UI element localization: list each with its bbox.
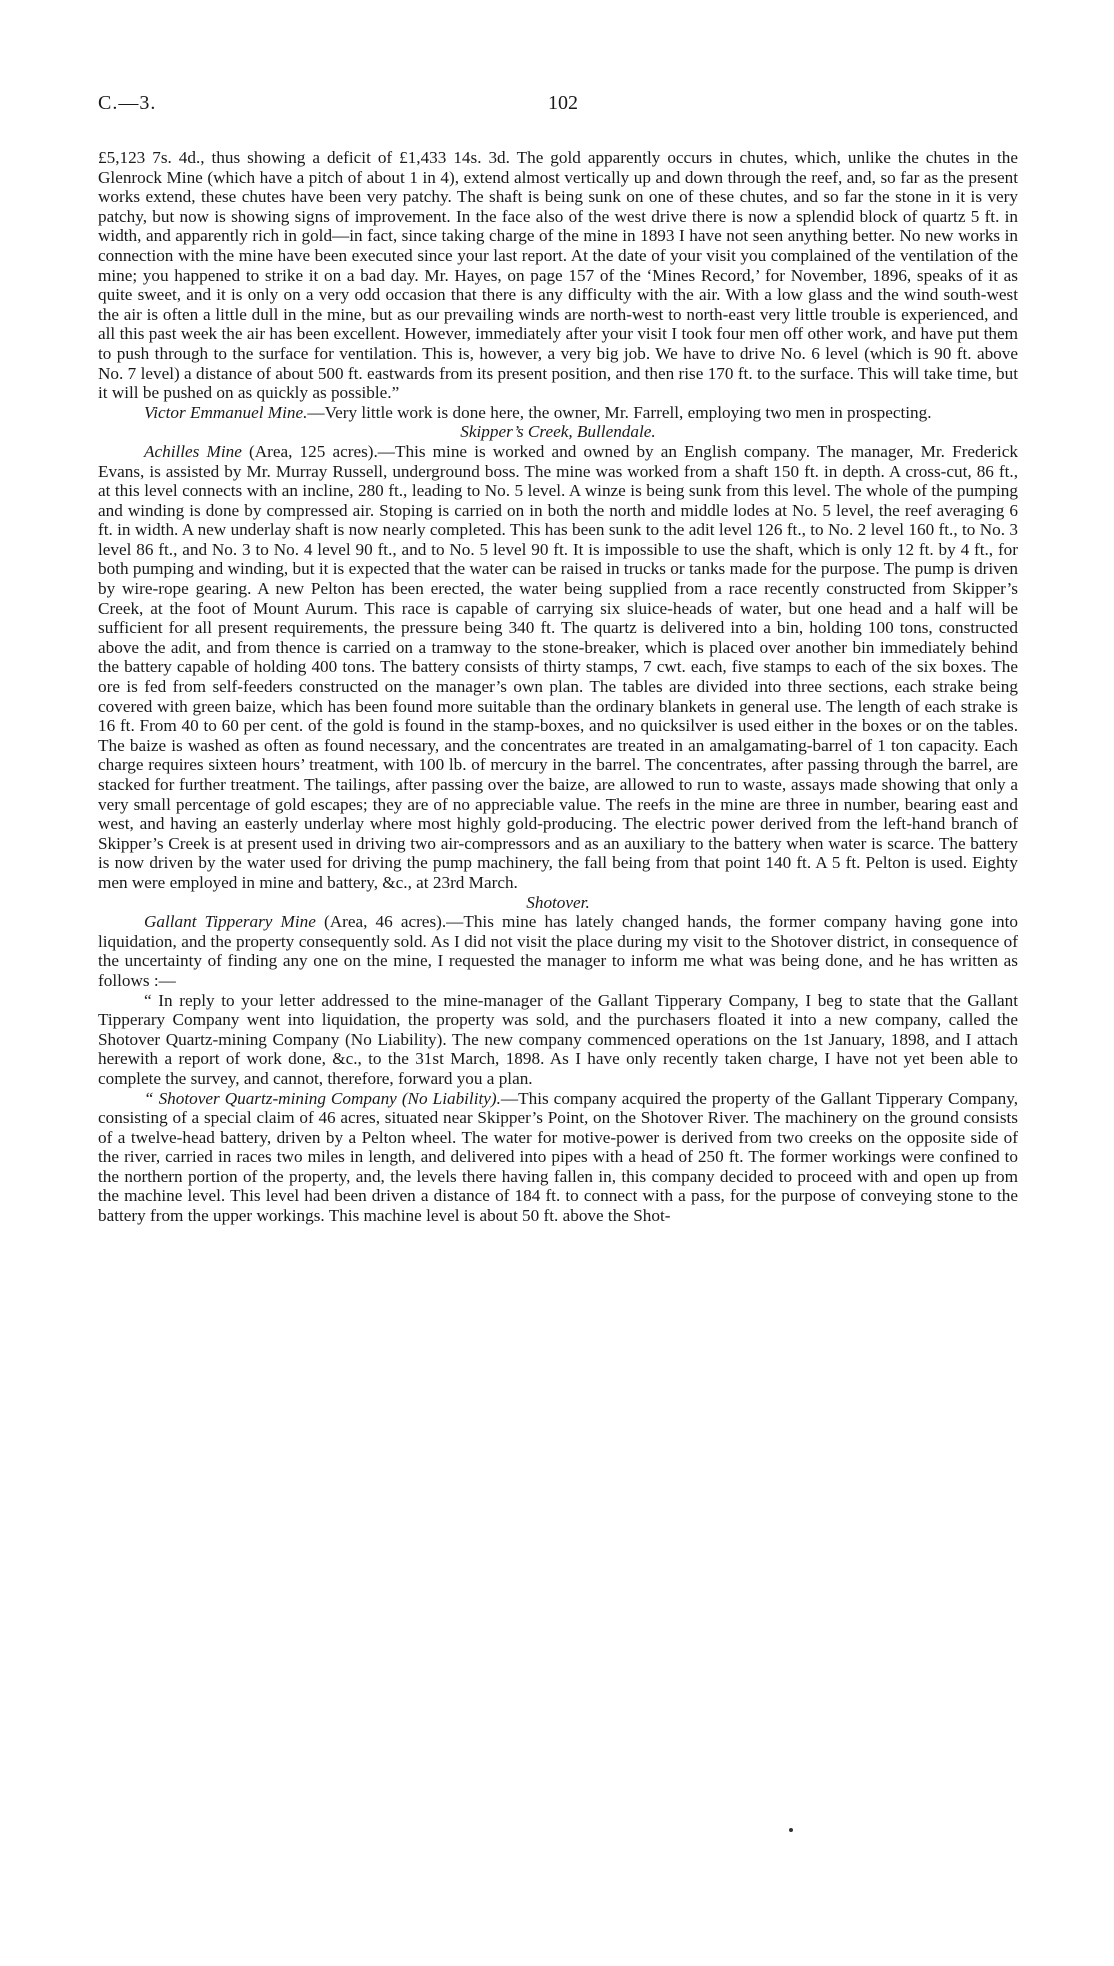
section-heading-shotover: Shotover. <box>526 892 590 912</box>
document-reference: C.—3. <box>98 92 157 114</box>
mine-name: Achilles Mine <box>144 441 242 461</box>
paragraph-manager-reply: “ In reply to your letter addressed to the mine-manager of the Gallant Tipperary Company, I beg to state that the Gallant Tipperary Company went into liquidation, the property was sold, and the purchasers floated it into a new company, called the Shotover Quartz-mining Company (No Liability). The new company commenced operations on the 1st January, 1898, and I attach herewith a report of work done, &c., to the 31st March, 1898. As I have only recently taken charge, I have not yet been able to complete the survey, and cannot, therefore, forward you a plan. <box>98 990 1018 1088</box>
page-header <box>98 92 1018 122</box>
page-number: 102 <box>548 92 578 114</box>
paragraph-achilles-mine: Achilles Mine (Area, 125 acres).—This mine is worked and owned by an English company. The manager, Mr. Frederick Evans, is assisted by Mr. Murray Russell, underground boss. The mine was worked from a shaft 150 ft. in depth. A cross-cut, 86 ft., at this level connects with an incline, 280 ft., leading to No. 5 level. A winze is being sunk from this level. The whole of the pumping and winding is done by compressed air. Stoping is carried on in both the north and middle lodes at No. 5 level, the reef averaging 6 ft. in width. A new underlay shaft is now nearly completed. This has been sunk to the adit level 126 ft., to No. 2 level 160 ft., to No. 3 level 86 ft., and No. 3 to No. 4 level 90 ft., and to No. 5 level 90 ft. It is impossible to use the shaft, which is only 12 ft. by 4 ft., for both pumping and winding, but it is expected that the water can be raised in trucks or tanks made for the purpose. The pump is driven by wire-rope gearing. A new Pelton has been erected, the water being supplied from a race recently constructed from Skipper’s Creek, at the foot of Mount Aurum. This race is capable of carrying six sluice-heads of water, but one head and a half will be sufficient for all present requirements, the pressure being 340 ft. The quartz is delivered into a bin, holding 100 tons, constructed above the adit, and from thence is carried on a tramway to the stone-breaker, which is placed over another bin immediately behind the battery capable of holding 400 tons. The battery consists of thirty stamps, 7 cwt. each, five stamps to each of the six boxes. The ore is fed from self-feeders constructed on the manager’s own plan. The tables are divided into three sections, each strake being covered with green baize, which has been found more suitable than the ordinary blankets in general use. The length of each strake is 16 ft. From 40 to 60 per cent. of the gold is found in the stamp-boxes, and no quicksilver is used either in the boxes or on the tables. The baize is washed as often as found necessary, and the concentrates are treated in an amalgamating-barrel of 1 ton capacity. Each charge requires sixteen hours’ treatment, with 100 lb. of mercury in the barrel. The concentrates, after passing through the barrel, are stacked for further treatment. The tailings, after passing over the baize, are allowed to run to waste, assays made showing that only a very small percentage of gold escapes; they are of no appreciable value. The reefs in the mine are three in number, bearing east and west, and having an easterly underlay where most highly gold-producing. The electric power derived from the left-hand branch of Skipper’s Creek is at present used in driving two air-compressors and as an auxiliary to the battery when water is scarce. The battery is now driven by the water used for driving the pump machinery, the fall being from that point 140 ft. A 5 ft. Pelton is used. Eighty men were employed in mine and battery, &c., at 23rd March. <box>98 441 1018 892</box>
mine-name: Victor Emmanuel Mine. <box>144 402 308 422</box>
print-speck <box>789 1828 793 1832</box>
mine-name: Gallant Tipperary Mine <box>144 912 316 932</box>
paragraph-shotover-company: “ Shotover Quartz-mining Company (No Liability).—This company acquired the property of the Gallant Tipperary Company, consisting of a special claim of 46 acres, situated near Skipper’s Point, on the Shotover River. The machinery on the ground consists of a twelve-head battery, driven by a Pelton wheel. The water for motive-power is derived from two creeks on the opposite side of the river, carried in races two miles in length, and delivered into pipes with a head of 250 ft. The former workings were confined to the northern portion of the property, and, the levels there having fallen in, this company decided to proceed with and open up from the machine level. This level had been driven a distance of 184 ft. to connect with a pass, for the purpose of conveying stone to the battery from the upper workings. This machine level is about 50 ft. above the Shot- <box>98 1088 1019 1226</box>
company-name: “ Shotover Quartz-mining Company (No Liability). <box>144 1088 501 1108</box>
paragraph-gallant-tipperary: Gallant Tipperary Mine (Area, 46 acres).—This mine has lately changed hands, the former company having gone into liquidation, and the property consequently sold. As I did not visit the place during my visit to the Shotover district, in consequence of the uncertainty of finding any one on the mine, I requested the manager to inform me what was being done, and he has written as follows :— <box>98 912 1018 990</box>
paragraph-victor-emmanuel: Victor Emmanuel Mine.—Very little work is done here, the owner, Mr. Farrell, employing two men in prospecting. <box>144 402 932 422</box>
document-body <box>98 148 1018 1226</box>
section-heading-skippers-creek: Skipper’s Creek, Bullendale. <box>460 422 656 442</box>
paragraph-deficit-report: £5,123 7s. 4d., thus showing a deficit of £1,433 14s. 3d. The gold apparently occurs in chutes, which, unlike the chutes in the Glenrock Mine (which have a pitch of about 1 in 4), extend almost vertically up and down through the reef, and, so far as the present works extend, these chutes have been very patchy. The shaft is being sunk on one of these chutes, and so far the stone in it is very patchy, but now is showing signs of improvement. In the face also of the west drive there is now a splendid block of quartz 5 ft. in width, and apparently rich in gold—in fact, since taking charge of the mine in 1893 I have not seen anything better. No new works in connection with the mine have been executed since your last report. At the date of your visit you complained of the ventilation of the mine; you happened to strike it on a bad day. Mr. Hayes, on page 157 of the ‘Mines Record,’ for November, 1896, speaks of it as quite sweet, and it is only on a very odd occasion that there is any difficulty with the air. With a low glass and the wind south-west the air is often a little dull in the mine, but as our prevailing winds are north-west to north-east very little trouble is experienced, and all this past week the air has been excellent. However, immediately after your visit I took four men off other work, and have put them to push through to the surface for ventilation. This is, however, a very big job. We have to drive No. 6 level (which is 90 ft. above No. 7 level) a distance of about 500 ft. eastwards from its present position, and then rise 170 ft. to the surface. This will take time, but it will be pushed on as quickly as possible.” <box>98 148 1018 403</box>
